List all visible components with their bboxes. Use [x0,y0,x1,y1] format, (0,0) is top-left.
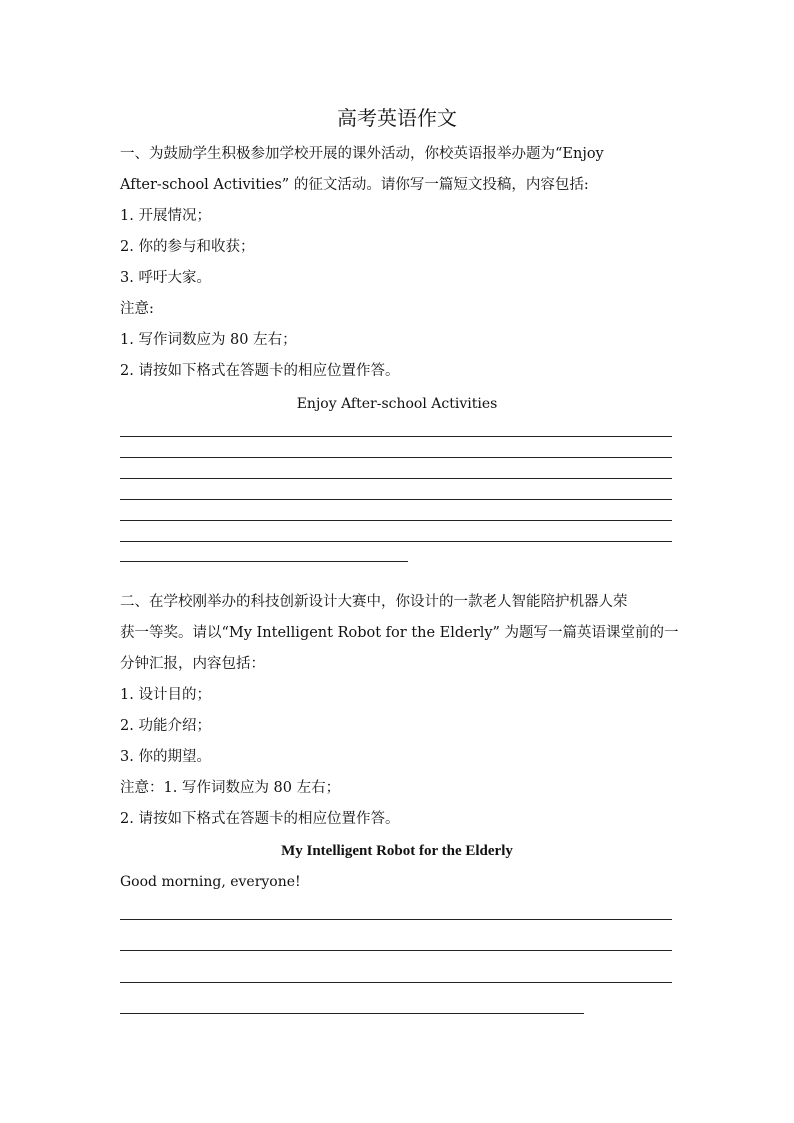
task2-point-2: 2. 功能介绍； [120,718,211,734]
answer-line [120,436,672,437]
task2-note-1: 注意：1. 写作词数应为 80 左右； [120,780,341,796]
task2-intro-line2: 获一等奖。请以“My Intelligent Robot for the Elderly” 为题写一篇英语课堂前的一 [120,625,679,641]
task2-point-1: 1. 设计目的； [120,687,211,703]
answer-line [120,541,672,542]
answer-line [120,919,672,920]
answer-line [120,982,672,983]
task1-note-1: 1. 写作词数应为 80 左右； [120,332,297,348]
task2-note-2: 2. 请按如下格式在答题卡的相应位置作答。 [120,811,400,827]
answer-line [120,950,672,951]
answer-line [120,457,672,458]
answer-line [120,499,672,500]
task1-point-2: 2. 你的参与和收获； [120,239,255,255]
document-title: 高考英语作文 [337,106,457,130]
task2-greeting: Good morning, everyone! [120,874,301,890]
task2-intro-line1: 二、在学校刚举办的科技创新设计大赛中，你设计的一款老人智能陪护机器人荣 [120,594,628,610]
task1-intro-line1: 一、为鼓励学生积极参加学校开展的课外活动，你校英语报举办题为“Enjoy [120,146,604,162]
task1-intro-line2: After-school Activities” 的征文活动。请你写一篇短文投稿，内容包括: [120,177,589,193]
task1-note-2: 2. 请按如下格式在答题卡的相应位置作答。 [120,363,400,379]
task2-essay-title: My Intelligent Robot for the Elderly [281,843,513,859]
task1-point-1: 1. 开展情况； [120,208,211,224]
task2-point-3: 3. 你的期望。 [120,749,211,765]
answer-line [120,478,672,479]
task1-point-3: 3. 呼吁大家。 [120,270,211,286]
task1-note-label: 注意: [120,301,154,317]
answer-line [120,561,408,562]
answer-line [120,1013,584,1014]
task1-essay-title: Enjoy After-school Activities [296,396,498,412]
answer-line [120,520,672,521]
task2-intro-line3: 分钟汇报，内容包括： [120,656,265,672]
